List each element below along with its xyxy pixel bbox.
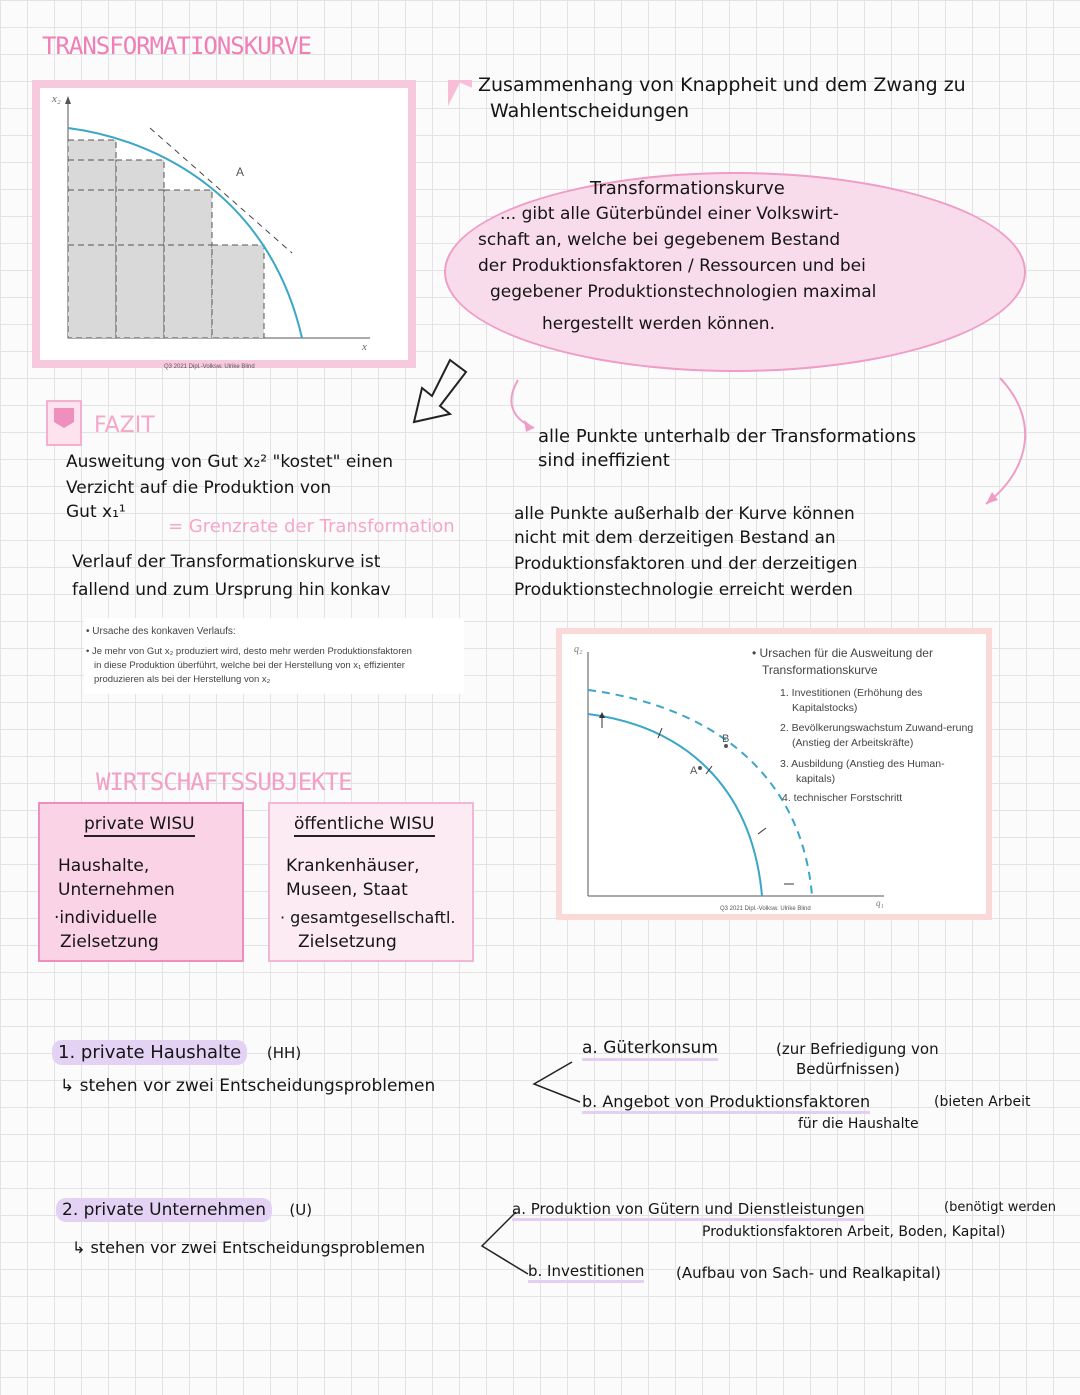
hh-a-note-2: Bedürfnissen) [796,1060,900,1078]
chart-2-heading: • Ursachen für die Ausweitung der [752,646,933,660]
fazit-line-3: Gut x₁¹ [66,502,126,522]
chart-2-y-label: q₂ [574,644,583,655]
grenzrate-text: = Grenzrate der Transformation [168,516,455,537]
hh-abbr: (HH) [266,1044,302,1062]
fazit-marker [46,400,82,446]
wisu-title: WIRTSCHAFTSSUBJEKTE [96,768,352,796]
ursache-heading: • Ursache des konkaven Verlaufs: [86,626,236,637]
page-title: TRANSFORMATIONSKURVE [42,32,311,60]
chart-2-point-b: B [722,733,730,745]
chart-2-item-1b: Kapitalstocks) [792,702,858,714]
u-a-note-2: Produktionsfaktoren Arbeit, Boden, Kapital) [702,1224,1006,1240]
u-sub: ↳ stehen vor zwei Entscheidungsproblemen [72,1238,426,1257]
public-wisu-heading: öffentliche WISU [294,814,435,837]
chart-1-footer: Q3 2021 Dipl.-Volksw. Ulrike Blind [164,364,255,370]
bubble-heading: Transformationskurve [590,178,785,199]
u-abbr: (U) [289,1201,313,1219]
private-wisu-line-1: Haushalte, [58,856,150,876]
private-wisu-heading: private WISU [84,814,195,837]
y-axis-arrow [65,96,71,104]
bubble-line-4: gegebener Produktionstechnologien maximal [490,282,877,302]
bubble-line-1: ... gibt alle Güterbündel einer Volkswirt- [500,204,839,224]
x-axis-label: x [362,341,367,353]
zusammenhang-line-1: Zusammenhang von Knappheit und dem Zwang zu [478,74,966,96]
step-box-2 [116,160,164,338]
chart-2-item-3b: kapitals) [796,773,836,785]
step-box-3 [164,190,212,338]
outside-line-3: Produktionsfaktoren und der derzeitigen [514,554,858,574]
hh-a-note-1: (zur Befriedigung von [776,1040,939,1058]
fazit-label: FAZIT [94,413,155,438]
transformation-curve-chart [32,80,416,368]
private-wisu-box [38,802,244,962]
original-curve [588,714,762,896]
hh-b-note-1: (bieten Arbeit [934,1094,1031,1110]
zusammenhang-line-2: Wahlentscheidungen [490,100,690,122]
hh-b-note-2: für die Haushalte [798,1116,919,1132]
u-label: 2. private Unternehmen [56,1198,272,1222]
hh-sub: ↳ stehen vor zwei Entscheidungsproblemen [60,1076,436,1096]
down-left-arrow [400,354,480,434]
public-wisu-line-1: Krankenhäuser, [286,856,420,876]
chart-2-x-label: q₁ [876,898,884,908]
private-wisu-line-3: ·individuelle [54,908,158,928]
u-b-note: (Aufbau von Sach- und Realkapital) [676,1264,941,1282]
inside-line-1: alle Punkte unterhalb der Transformations [538,426,917,447]
pink-marker [448,80,472,106]
public-wisu-box [268,802,474,962]
private-wisu-line-4: Zielsetzung [60,932,159,952]
y-axis-label: x₂ [52,93,61,105]
inside-line-2: sind ineffizient [538,450,670,471]
ursache-text-2: in diese Produktion überführt, welche bei der Herstellung von x₁ effizienter [94,660,405,671]
public-wisu-line-2: Museen, Staat [286,880,408,900]
bubble-line-3: der Produktionsfaktoren / Ressourcen und bei [478,256,866,276]
u-a-note-1: (benötigt werden [944,1200,1056,1215]
chart-2-heading-2: Transformationskurve [762,663,878,677]
hh-b-label: b. Angebot von Produktionsfaktoren [582,1092,870,1114]
u-a-label: a. Produktion von Gütern und Dienstleistungen [512,1200,864,1221]
bubble-line-2: schaft an, welche bei gegebenem Bestand [478,230,841,250]
verlauf-line-2: fallend und zum Ursprung hin konkav [72,580,391,600]
hh-label: 1. private Haushalte [52,1040,247,1065]
chart-2-item-3: 3. Ausbildung (Anstieg des Human- [780,758,945,770]
step-box-1 [68,140,116,338]
ursache-text-3: produzieren als bei der Herstellung von x₂ [94,674,271,685]
verlauf-line-1: Verlauf der Transformationskurve ist [72,552,381,572]
u-b-label: b. Investitionen [528,1262,644,1283]
chart-2-item-2b: (Anstieg der Arbeitskräfte) [792,737,914,749]
bubble-line-5: hergestellt werden können. [542,314,775,334]
chart-2-footer: Q3 2021 Dipl.-Volksw. Ulrike Blind [720,906,811,912]
public-wisu-line-4: Zielsetzung [298,932,397,952]
fazit-line-2: Verzicht auf die Produktion von [66,478,332,498]
chart-2-item-4: 4. technischer Forstschritt [782,792,903,804]
chart-2-point-a: A [690,765,698,777]
point-a-label: A [236,165,245,179]
chart-2-item-1: 1. Investitionen (Erhöhung des [780,687,923,699]
hh-bracket [528,1058,588,1108]
step-box-4 [212,245,264,338]
ursache-text-1: • Je mehr von Gut x₂ produziert wird, desto mehr werden Produktionsfaktoren [86,646,412,657]
public-wisu-line-3: · gesamtgesellschaftl. [280,908,456,927]
private-wisu-line-2: Unternehmen [58,880,175,900]
hh-a-label: a. Güterkonsum [582,1038,718,1061]
chart-2-item-2: 2. Bevölkerungswachstum Zuwand-erung [780,722,974,734]
outside-line-4: Produktionstechnologie erreicht werden [514,580,853,600]
outside-line-1: alle Punkte außerhalb der Kurve können [514,504,855,524]
chart-1-svg [40,88,408,360]
fazit-line-1: Ausweitung von Gut x₂² "kostet" einen [66,452,394,472]
expansion-chart [556,628,992,920]
outside-line-2: nicht mit dem derzeitigen Bestand an [514,528,836,548]
